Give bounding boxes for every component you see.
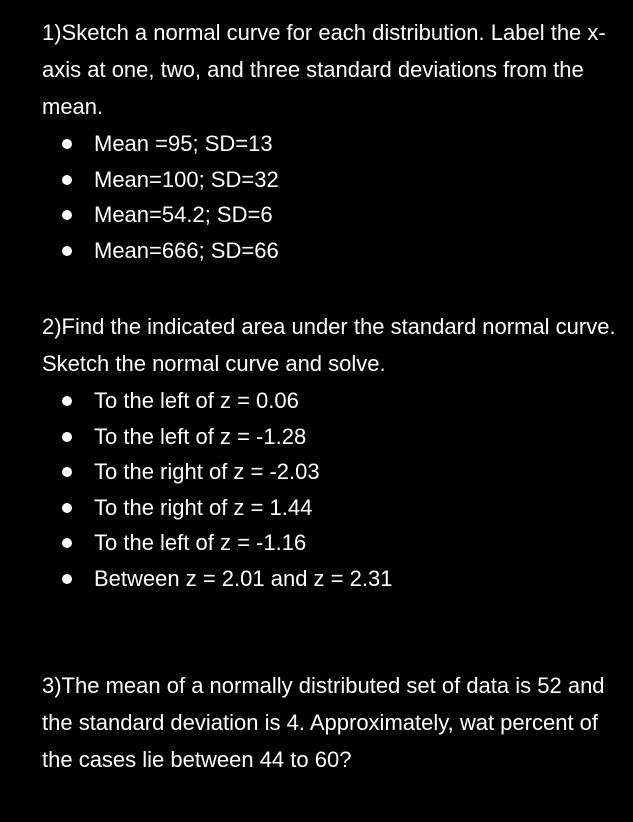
list-item (42, 561, 617, 597)
bullet-icon (62, 210, 72, 220)
list-item (42, 490, 617, 526)
list-item-text: To the left of z = -1.28 (94, 423, 307, 449)
question-2-text: 2)Find the indicated area under the standard normal curve. Sketch the normal curve and solve. (42, 314, 616, 376)
bullet-icon (62, 538, 72, 548)
bullet-icon (62, 246, 72, 256)
list-item-text: To the right of z = 1.44 (94, 494, 313, 520)
list-item (42, 419, 617, 455)
list-item (42, 233, 617, 269)
question-3-text: 3)The mean of a normally distributed set of data is 52 and the standard deviation is 4. Approximately, wat percent of the cases lie between 44 to 60? (42, 673, 605, 772)
question-3 (42, 667, 617, 778)
question-1-list (42, 126, 617, 268)
list-item (42, 383, 617, 419)
question-2 (42, 308, 617, 596)
list-item-text: To the left of z = -1.16 (94, 530, 307, 555)
list-item (42, 197, 617, 233)
bullet-icon (62, 503, 72, 513)
question-2-list (42, 383, 617, 596)
list-item-text: To the left of z = 0.06 (94, 388, 299, 413)
list-item-text: Between z = 2.01 and z = 2.31 (94, 565, 393, 591)
bullet-icon (62, 396, 72, 406)
list-item (42, 454, 617, 490)
list-item (42, 162, 617, 198)
question-1-text: 1)Sketch a normal curve for each distribution. Label the x-axis at one, two, and three standard deviations from the mean. (42, 20, 606, 119)
list-item-text: Mean =95; SD=13 (94, 131, 273, 156)
list-item (42, 525, 617, 561)
list-item-text: Mean=100; SD=32 (94, 166, 279, 192)
list-item-text: Mean=54.2; SD=6 (94, 202, 273, 227)
bullet-icon (62, 432, 72, 442)
list-item-text: Mean=666; SD=66 (94, 237, 279, 263)
bullet-icon (62, 139, 72, 149)
list-item (42, 126, 617, 162)
bullet-icon (62, 175, 72, 185)
list-item-text: To the right of z = -2.03 (94, 459, 320, 484)
question-1 (42, 14, 617, 268)
bullet-icon (62, 467, 72, 477)
bullet-icon (62, 574, 72, 584)
